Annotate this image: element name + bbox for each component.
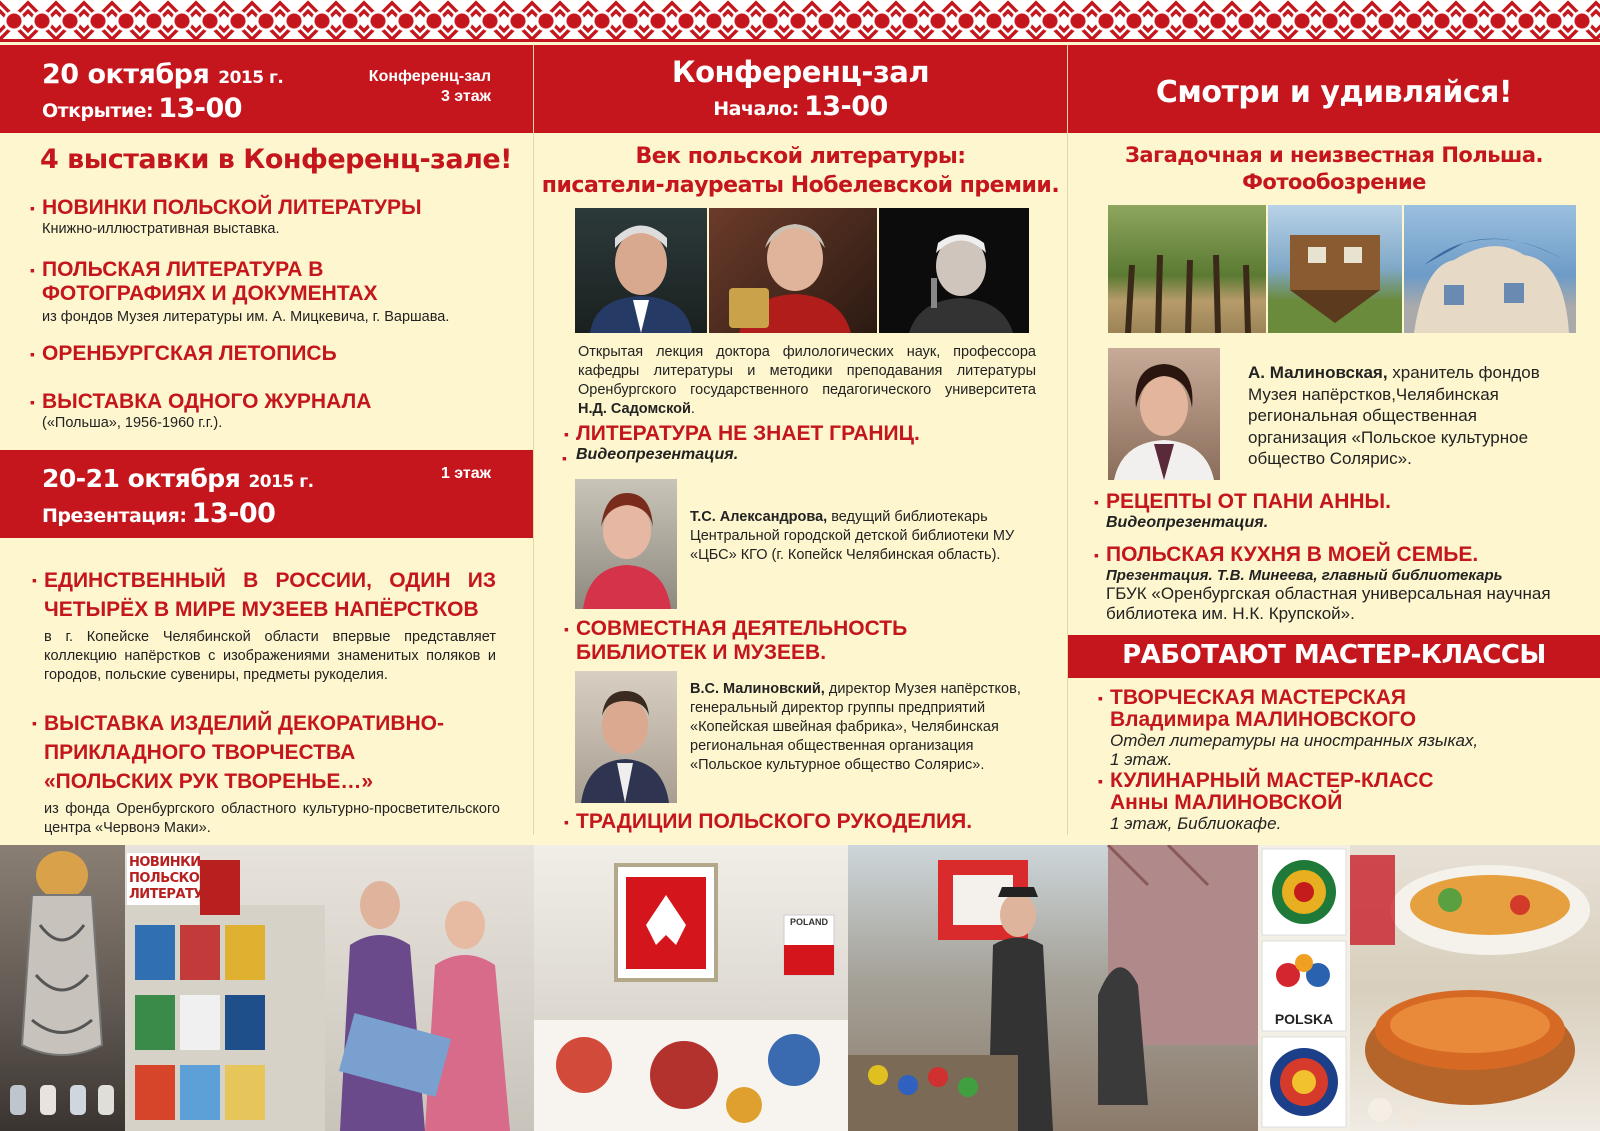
left-header-bar xyxy=(0,45,533,133)
crooked-house-photo xyxy=(1404,205,1576,333)
exhibition-title: ▪ ОРЕНБУРГСКАЯ ЛЕТОПИСЬ xyxy=(42,342,512,366)
museum-title: ▪ ЕДИНСТВЕННЫЙ В РОССИИ, ОДИН ИЗ ЧЕТЫРЁХ В МИРЕ МУЗЕЕВ НАПЁРСТКОВ xyxy=(44,566,496,624)
kitchen-desc: ГБУК «Оренбургская областная универсальная научная библиотека им. Н.К. Крупской». xyxy=(1106,584,1551,623)
master1-title-1: ▪ ТВОРЧЕСКАЯ МАСТЕРСКАЯ xyxy=(1110,687,1590,709)
exhibitions-title: 4 выставки в Конференц-зале! xyxy=(40,144,512,175)
flag-label: POLAND xyxy=(790,917,828,927)
kitchen-title: ▪ ПОЛЬСКАЯ КУХНЯ В МОЕЙ СЕМЬЕ. xyxy=(1106,543,1586,567)
laureate-photo-grass xyxy=(879,208,1029,333)
exhibition-item xyxy=(42,258,462,306)
exhibition-item xyxy=(42,196,512,239)
master2-desc: 1 этаж, Библиокафе. xyxy=(1110,814,1282,833)
presentation-floor: 1 этаж xyxy=(440,465,491,482)
lit-title-2: писатели-лауреаты Нобелевской премии. xyxy=(541,173,1060,198)
left-date: 20 октября xyxy=(42,59,210,90)
middle-header-title: Конференц-зал xyxy=(671,55,930,89)
borders-title: ▪ ЛИТЕРАТУРА НЕ ЗНАЕТ ГРАНИЦ. xyxy=(576,422,1046,446)
master1-desc-1: Отдел литературы на иностранных языках, xyxy=(1110,731,1479,750)
exhibition-item xyxy=(42,342,512,366)
portrait-icon xyxy=(575,479,677,609)
opening-label: Открытие: xyxy=(42,100,154,122)
portrait-icon xyxy=(1108,348,1220,480)
museum-desc: в г. Копейске Челябинской области впервые представляет коллекцию напёрстков с изображениями знаменитых поляков и городов, польские сувениры, предметы рукоделия. xyxy=(44,629,496,683)
exhibition-title: ▪ ПОЛЬСКАЯ ЛИТЕРАТУРА В ФОТОГРАФИЯХ И ДОКУМЕНТАХ xyxy=(42,258,462,306)
house-icon xyxy=(1268,205,1402,333)
middle-start-time: 13-00 xyxy=(803,91,888,122)
exhibition-title: ▪ НОВИНКИ ПОЛЬСКОЙ ЛИТЕРАТУРЫ xyxy=(42,196,512,220)
photo-review-title-1: Загадочная и неизвестная Польша. xyxy=(1125,143,1543,167)
book-stand-photo xyxy=(125,845,534,1131)
portrait-icon xyxy=(709,208,877,333)
alexandrova-desc: ведущий библиотекарь Центральной городской детской библиотеки МУ «ЦБС» КГО (г. Копейск Челябинская область). xyxy=(690,509,1015,563)
bullet-icon: ▪ xyxy=(562,450,567,466)
exhibition-desc: («Польша», 1956-1960 г.г.). xyxy=(42,415,223,431)
crafts-table-icon xyxy=(534,845,848,1131)
presentation-date: 20-21 октября xyxy=(42,464,241,493)
ornament-border xyxy=(0,0,1600,42)
master1-title-2: ▪ Владимира МАЛИНОВСКОГО xyxy=(1110,709,1590,731)
malinovsky-desc: директор Музея напёрстков, генеральный директор группы предприятий «Копейская швейная фабрика», Челябинская региональная общественная организация «Польское культурное общество Солярис». xyxy=(690,681,1021,773)
museum-block xyxy=(44,566,496,685)
master2-title-2: ▪ Анны МАЛИНОВСКОЙ xyxy=(1110,792,1590,814)
polish-food-photo xyxy=(1350,845,1600,1131)
lecture-name: Н.Д. Садомской xyxy=(578,401,691,417)
malinovskaya-name: А. Малиновская, xyxy=(1248,363,1388,382)
crooked-forest-photo xyxy=(1108,205,1266,333)
middle-header-bar xyxy=(534,45,1067,133)
polska-tile-label: POLSKA xyxy=(1274,1011,1334,1027)
laureate-photo-szymborska xyxy=(709,208,877,333)
upside-down-house-photo xyxy=(1268,205,1402,333)
portrait-icon xyxy=(575,671,677,803)
right-header-title: Смотри и удивляйся! xyxy=(1155,75,1513,110)
masters-bar-title: РАБОТАЮТ МАСТЕР-КЛАССЫ xyxy=(1122,640,1546,670)
recipes-title: ▪ РЕЦЕПТЫ ОТ ПАНИ АННЫ. xyxy=(1106,490,1586,514)
exhibition-desc: Книжно-иллюстративная выставка. xyxy=(42,221,280,237)
master1-desc-2: 1 этаж. xyxy=(1110,750,1173,769)
master2-title-1: ▪ КУЛИНАРНЫЙ МАСТЕР-КЛАСС xyxy=(1110,770,1590,792)
lecture-end: . xyxy=(690,401,695,417)
thimble-photo xyxy=(0,845,125,1131)
house-icon xyxy=(1404,205,1576,333)
recipes-sub: Видеопрезентация. xyxy=(1106,514,1269,531)
fair-icon xyxy=(848,845,1258,1131)
thimble-icon xyxy=(0,845,125,1131)
malinovskaya-desc: хранитель фондов Музея напёрстков,Челябинская региональная общественная организация «Польское культурное общество Солярис». xyxy=(1248,363,1540,468)
lit-title-1: Век польской литературы: xyxy=(635,144,966,169)
exhibition-desc: из фондов Музея литературы им. А. Мицкевича, г. Варшава. xyxy=(42,309,450,325)
presentation-year: 2015 г. xyxy=(248,472,314,492)
presentation-label: Презентация: xyxy=(42,505,187,527)
folk-pattern-icon xyxy=(1258,845,1350,1131)
portrait-icon xyxy=(879,208,1029,333)
crafts-title: ▪ ВЫСТАВКА ИЗДЕЛИЙ ДЕКОРАТИВНО-ПРИКЛАДНОГО ТВОРЧЕСТВА «ПОЛЬСКИХ РУК ТВОРЕНЬЕ…» xyxy=(44,709,484,796)
stand-sign: НОВИНКИ ПОЛЬСКОЙ ЛИТЕРАТУРЫ xyxy=(127,853,199,905)
photo-review-title-2: Фотообозрение xyxy=(1242,170,1426,194)
polish-crafts-photo xyxy=(534,845,848,1131)
lecture-text: Открытая лекция доктора филологических наук, профессора кафедры литературы и методики преподавания литературы Оренбургского государственного педагогического университета xyxy=(578,344,1036,398)
right-header-bar xyxy=(1068,45,1600,133)
opening-time: 13-00 xyxy=(158,93,243,124)
food-icon xyxy=(1350,845,1600,1131)
crafts-desc: из фонда Оренбургского областного культурно-просветительского центра «Червонэ Маки». xyxy=(44,801,500,836)
left-place: Конференц-зал xyxy=(368,68,491,85)
malinovsky-name: В.С. Малиновский, xyxy=(690,681,825,697)
exhibition-title: ▪ ВЫСТАВКА ОДНОГО ЖУРНАЛА xyxy=(42,390,512,414)
alexandrova-photo xyxy=(575,479,677,609)
kitchen-sub: Презентация. Т.В. Минеева, главный библиотекарь xyxy=(1106,567,1503,584)
left-year: 2015 г. xyxy=(218,68,284,88)
presentation-header-bar xyxy=(0,450,533,538)
trees-icon xyxy=(1108,205,1266,333)
crafts-block xyxy=(44,709,500,838)
wycinanki-tiles-photo xyxy=(1258,845,1350,1131)
laureate-photo-milosz xyxy=(575,208,707,333)
malinovskaya-photo xyxy=(1108,348,1220,480)
festival-photo xyxy=(848,845,1258,1131)
portrait-icon xyxy=(575,208,707,333)
presentation-time: 13-00 xyxy=(191,498,276,529)
traditions-title: ▪ ТРАДИЦИИ ПОЛЬСКОГО РУКОДЕЛИЯ. xyxy=(576,810,1046,834)
left-floor: 3 этаж xyxy=(440,88,491,105)
alexandrova-name: Т.С. Александрова, xyxy=(690,509,828,525)
joint-title: ▪ СОВМЕСТНАЯ ДЕЯТЕЛЬНОСТЬ БИБЛИОТЕК И МУЗЕЕВ. xyxy=(576,617,1016,665)
masters-bar xyxy=(1068,635,1600,678)
malinovsky-photo xyxy=(575,671,677,803)
exhibition-item xyxy=(42,390,512,433)
middle-start-label: Начало: xyxy=(713,98,799,120)
borders-sub: Видеопрезентация. xyxy=(576,446,739,463)
